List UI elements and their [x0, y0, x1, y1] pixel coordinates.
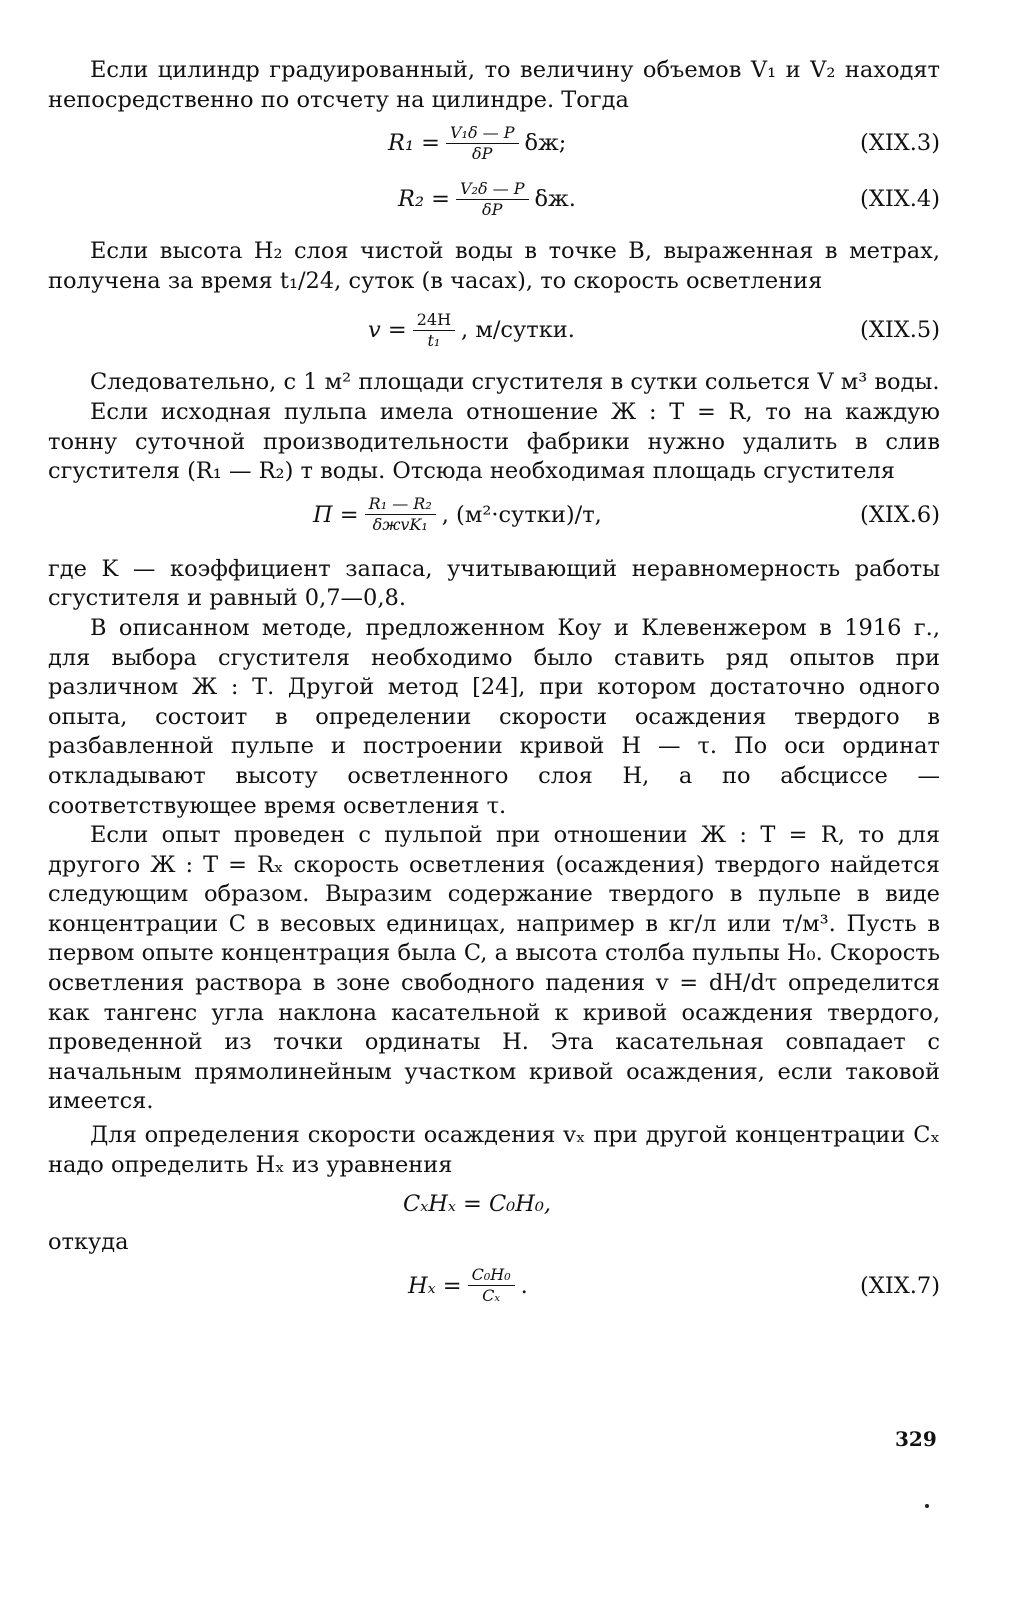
- equation-number: (XIX.7): [860, 1272, 940, 1299]
- equation-number: (XIX.4): [860, 186, 940, 213]
- equation-rhs: , м/сутки.: [461, 317, 575, 344]
- fraction: [456, 180, 529, 219]
- equation-xix-3: [48, 115, 940, 171]
- equation-xix-5: [48, 302, 940, 358]
- equation-xix-7: [48, 1258, 940, 1314]
- paragraph: Если цилиндр градуированный, то величину объемов V₁ и V₂ находят непосредственно по отсчету на цилиндре. Тогда: [48, 57, 940, 113]
- equation-xix-6: [48, 487, 940, 543]
- paragraph: Если опыт проведен с пульпой при отношении Ж : Т = R, то для другого Ж : Т = Rₓ скорость осветления (осаждения) твердого найдется следующим образом. Выразим содержание твердого в пульпе в виде концентрации C в весовых единицах, например в кг/л или т/м³. Пусть в первом опыте концентрация была C, а высота столба пульпы H₀. Скорость осветления раствора в зоне свободного падения v = dH/dτ определится как тангенс угла наклона касательной к кривой осаждения твердого, проведенной из точки ординаты H. Эта касательная совпадает с начальным прямолинейным участком кривой осаждения, если таковой имеется.: [48, 822, 940, 1115]
- equation-lhs: v =: [368, 317, 407, 344]
- equation-number: (XIX.6): [860, 501, 940, 528]
- numerator: V₂δ — P: [456, 180, 529, 200]
- equation-lhs: R₁ =: [388, 130, 440, 157]
- equation-xix-4: [48, 171, 940, 227]
- numerator: R₁ — R₂: [365, 495, 436, 515]
- paragraph: Если исходная пульпа имела отношение Ж : Т = R, то на каждую тонну суточной производительности фабрики нужно удалить в слив сгустителя (R₁ — R₂) т воды. Отсюда необходимая площадь сгустителя: [48, 398, 940, 485]
- denominator: δжvK₁: [372, 515, 428, 535]
- fraction: [446, 124, 519, 163]
- equation-lhs: Hₓ =: [408, 1272, 462, 1299]
- equation-number: (XIX.3): [860, 130, 940, 157]
- numerator: 24H: [413, 311, 455, 331]
- paragraph: откуда: [48, 1229, 129, 1256]
- paragraph: где K — коэффициент запаса, учитывающий неравномерность работы сгустителя и равный 0,7—0,8.: [48, 555, 940, 612]
- paragraph: Для определения скорости осаждения vₓ при другой концентрации Cₓ надо определить Hₓ из уравнения: [48, 1122, 940, 1178]
- denominator: Cₓ: [482, 1286, 501, 1306]
- equation-rhs: , (м²·сутки)/т,: [441, 501, 602, 528]
- fraction: [365, 495, 436, 534]
- page-body: [48, 56, 940, 1314]
- print-speck: [925, 1504, 929, 1508]
- equation-concentration: [48, 1180, 940, 1228]
- numerator: C₀H₀: [468, 1266, 515, 1286]
- page-number: 329: [895, 1427, 937, 1451]
- paragraph: В описанном методе, предложенном Коу и Клевенжером в 1916 г., для выбора сгустителя необходимо было ставить ряд опытов при различном Ж : Т. Другой метод [24], при котором достаточно одного опыта, состоит в определении скорости осаждения твердого в разбавленной пульпе и построении кривой H — τ. По оси ординат откладывают высоту осветленного слоя H, а по абсциссе — соответствующее время осветления τ.: [48, 614, 940, 819]
- denominator: δP: [472, 143, 493, 163]
- denominator: δP: [482, 199, 503, 219]
- equation-text: CₓHₓ = C₀H₀,: [403, 1191, 551, 1218]
- equation-lhs: R₂ =: [398, 186, 450, 213]
- denominator: t₁: [427, 330, 441, 350]
- fraction: [413, 311, 455, 350]
- equation-lhs: П =: [313, 501, 359, 528]
- equation-rhs: δж.: [534, 186, 576, 213]
- paragraph: Если высота H₂ слоя чистой воды в точке B, выраженная в метрах, получена за время t₁/24, суток (в часах), то скорость осветления: [48, 238, 940, 294]
- equation-rhs: .: [520, 1272, 528, 1299]
- fraction: [468, 1266, 515, 1305]
- numerator: V₁δ — P: [446, 124, 519, 144]
- equation-number: (XIX.5): [860, 317, 940, 344]
- equation-rhs: δж;: [524, 130, 567, 157]
- paragraph: Следовательно, с 1 м² площади сгустителя в сутки сольется V м³ воды.: [90, 369, 940, 396]
